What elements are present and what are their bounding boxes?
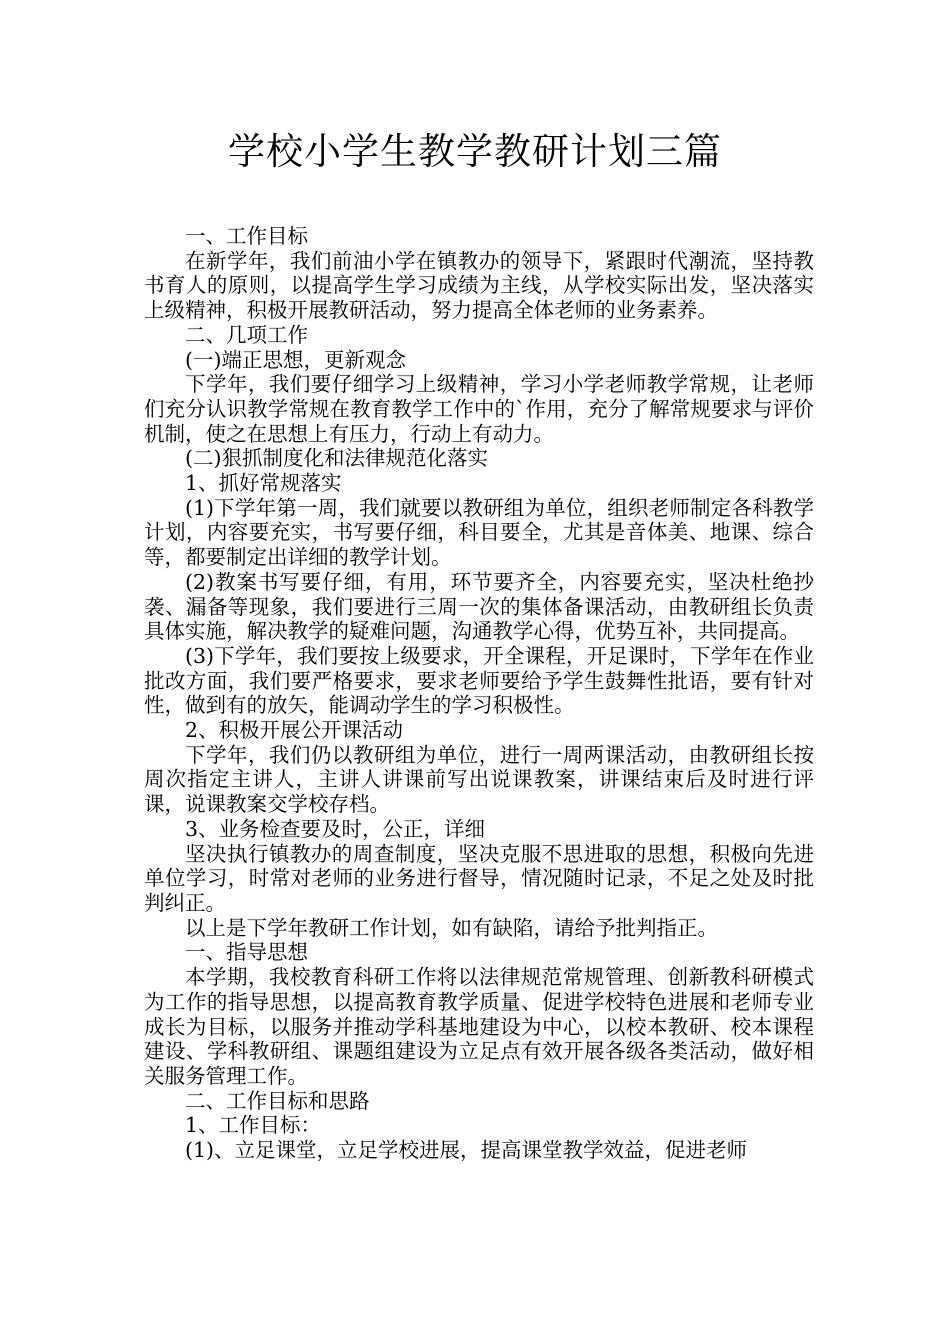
item-heading: 1、抓好常规落实	[185, 471, 342, 496]
paragraph: 以上是下学年教研工作计划，如有缺陷，请给予批判指正。	[185, 915, 718, 940]
paragraph: 本学期，我校教育科研工作将以法律规范常规管理、创新教科研模式为工作的指导思想，以提高教育教学质量、促进学校特色进展和老师专业成长为目标，以服务并推动学科基地建设为中心，以校本教研、校本课程建设、学科教研组、课题组建设为立足点有效开展各级各类活动，做好相关服务管理工作。	[144, 965, 814, 1088]
item-heading: 2、积极开展公开课活动	[185, 718, 404, 743]
item-heading: 1、工作目标：	[185, 1113, 322, 1138]
section-heading: 二、几项工作	[185, 322, 308, 347]
document-title: 学校小学生教学教研计划三篇	[228, 130, 722, 173]
paragraph: 坚决执行镇教办的周查制度，坚决克服不思进取的思想，积极向先进单位学习，时常对老师的业务进行督导，情况随时记录，不足之处及时批判纠正。	[144, 841, 814, 915]
document-body	[144, 224, 814, 1163]
section-heading: 一、工作目标	[185, 224, 308, 248]
subsection-heading: (一)端正思想，更新观念	[185, 347, 406, 372]
paragraph: (2)教案书写要仔细，有用，环节要齐全，内容要充实，坚决杜绝抄袭、漏备等现象，我们要进行三周一次的集体备课活动，由教研组长负责具体实施，解决教学的疑难问题，沟通教学心得，优势互补，共同提高。	[144, 569, 814, 644]
paragraph: 在新学年，我们前油小学在镇教办的领导下，紧跟时代潮流，坚持教书育人的原则，以提高学生学习成绩为主线，从学校实际出发，坚决落实上级精神，积极开展教研活动，努力提高全体老师的业务素养。	[144, 248, 814, 323]
paragraph: 下学年，我们仍以教研组为单位，进行一周两课活动，由教研组长按周次指定主讲人，主讲人讲课前写出说课教案，讲课结束后及时进行评课，说课教案交学校存档。	[144, 742, 814, 817]
paragraph: 下学年，我们要仔细学习上级精神，学习小学老师教学常规，让老师们充分认识教学常规在教育教学工作中的`作用，充分了解常规要求与评价机制，使之在思想上有压力，行动上有动力。	[144, 372, 814, 446]
item-heading: 3、业务检查要及时，公正，详细	[185, 816, 486, 841]
section-heading: 一、指导思想	[185, 940, 308, 965]
paragraph: (1)下学年第一周，我们就要以教研组为单位，组织老师制定各科教学计划，内容要充实，书写要仔细，科目要全，尤其是音体美、地课、综合等，都要制定出详细的教学计划。	[144, 495, 814, 570]
paragraph: (3)下学年，我们要按上级要求，开全课程，开足课时，下学年在作业批改方面，我们要严格要求，要求老师要给予学生鼓舞性批语，要有针对性，做到有的放矢，能调动学生的学习积极性。	[144, 643, 814, 718]
subsection-heading: (二)狠抓制度化和法律规范化落实	[185, 446, 488, 471]
paragraph: (1)、立足课堂，立足学校进展，提高课堂教学效益，促进老师	[185, 1138, 748, 1163]
section-heading: 二、工作目标和思路	[185, 1088, 370, 1113]
